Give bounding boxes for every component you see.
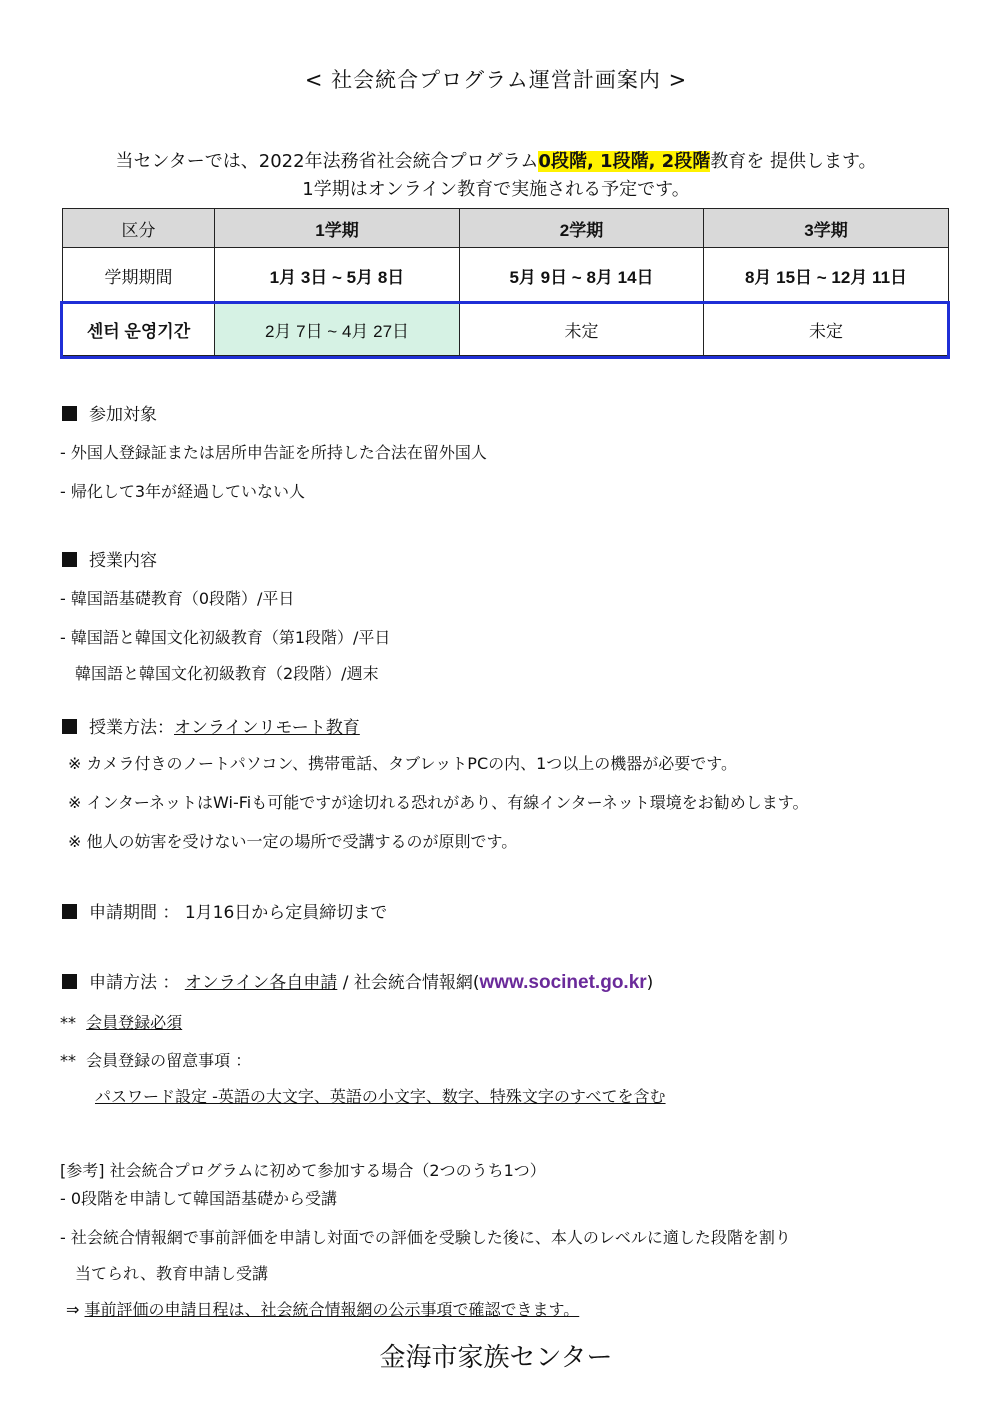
- intro-text: 当センターでは、2022年法務省社会統合プログラム: [115, 151, 539, 172]
- intro-text-end: 教育を 提供します。: [710, 151, 877, 172]
- intro-highlight: 0段階, 1段階, 2段階: [538, 151, 711, 172]
- reference-heading: [参考] 社会統合プログラムに初めて参加する場合（2つのうち1つ）: [60, 1161, 546, 1180]
- list-item: - 外国人登録証または居所申告証を所持した合法在留外国人: [60, 443, 487, 462]
- section-heading: 申請期間 ：: [89, 903, 180, 923]
- note-item: ※ インターネットはWi-Fiも可能ですが途切れる恐れがあり、有線インターネット環境をお勧めします。: [68, 793, 809, 812]
- apply-network: 社会統合情報網(: [353, 973, 480, 993]
- reference-arrow-note: [66, 1297, 579, 1320]
- section-participants: [62, 400, 157, 425]
- intro-line-1: [0, 147, 992, 173]
- note-item: ※ 他人の妨害を受けない一定の場所で受講するのが原則です。: [68, 832, 518, 851]
- table-cell: 2月 7日 ~ 4月 27日: [215, 303, 460, 356]
- header-cell: 1学期: [215, 209, 460, 248]
- note-mark: **: [60, 1013, 76, 1032]
- table-cell: 1月 3日 ~ 5月 8日: [215, 248, 460, 303]
- section-heading: 参加対象: [89, 405, 157, 425]
- note-required: [60, 1010, 182, 1033]
- section-period: [62, 898, 387, 923]
- site-link[interactable]: www.socinet.go.kr: [479, 972, 647, 993]
- arrow-note-text: 事前評価の申請日程は、社会統合情報網の公示事項で確認できます。: [84, 1300, 580, 1319]
- arrow-right-icon: ⇒: [66, 1300, 80, 1319]
- square-bullet-icon: [62, 552, 77, 567]
- table-cell: 5月 9日 ~ 8月 14日: [460, 248, 704, 303]
- section-heading: 授業内容: [89, 551, 157, 571]
- table-cell: 学期期間: [63, 248, 215, 303]
- list-item: - 社会統合情報網で事前評価を申請し対面での評価を受験した後に、本人のレベルに適した段階を割り: [60, 1228, 791, 1247]
- square-bullet-icon: [62, 719, 77, 734]
- header-cell: 3学期: [704, 209, 949, 248]
- note-text: 会員登録の留意事項 ：: [86, 1051, 252, 1070]
- apply-online: オンライン各自申請: [184, 973, 338, 993]
- section-method: [62, 713, 360, 738]
- section-heading: 申請方法 ：: [89, 973, 180, 993]
- method-value: オンラインリモート教育: [174, 718, 360, 738]
- table-cell: 8月 15日 ~ 12月 11日: [704, 248, 949, 303]
- list-item: - 帰化して3年が経過していない人: [60, 482, 306, 501]
- square-bullet-icon: [62, 904, 77, 919]
- note-text: 会員登録必須: [86, 1013, 183, 1032]
- intro-line-2: 1学期はオンライン教育で実施される予定です。: [302, 179, 690, 200]
- section-apply: [62, 968, 653, 994]
- list-item: - 韓国語と韓国文化初級教育（第1段階）/平日: [60, 628, 391, 647]
- page-title: < 社会統合プログラム運営計画案内 >: [304, 68, 688, 92]
- period-value: 1月16日から定員締切まで: [184, 903, 388, 923]
- footer-org-name: 金海市家族センター: [379, 1343, 613, 1373]
- list-item: - 0段階を申請して韓国語基礎から受講: [60, 1189, 338, 1208]
- list-item: 韓国語と韓国文化初級教育（2段階）/週末: [75, 664, 379, 683]
- header-cell: 区分: [63, 209, 215, 248]
- separator: /: [337, 973, 354, 993]
- schedule-table: [62, 208, 949, 356]
- section-content: [62, 546, 157, 571]
- table-row: [63, 248, 949, 303]
- table-row: [63, 303, 949, 356]
- header-cell: 2学期: [460, 209, 704, 248]
- note-mark: **: [60, 1051, 76, 1070]
- table-cell: 未定: [460, 303, 704, 356]
- table-cell: 센터 운영기간: [63, 303, 215, 356]
- schedule-header-row: [63, 209, 949, 248]
- list-item: 当てられ、教育申請し受講: [75, 1264, 268, 1283]
- list-item: - 韓国語基礎教育（0段階）/平日: [60, 589, 295, 608]
- note-item: ※ カメラ付きのノートパソコン、携帯電話、タブレットPCの内、1つ以上の機器が必要です。: [68, 754, 738, 773]
- square-bullet-icon: [62, 406, 77, 421]
- table-cell: 未定: [704, 303, 949, 356]
- section-heading: 授業方法：: [89, 718, 174, 738]
- paren-close: ): [646, 973, 654, 993]
- note-caution: [60, 1048, 251, 1071]
- password-rule: パスワード設定 -英語の大文字、英語の小文字、数字、特殊文字のすべてを含む: [95, 1087, 666, 1106]
- square-bullet-icon: [62, 974, 77, 989]
